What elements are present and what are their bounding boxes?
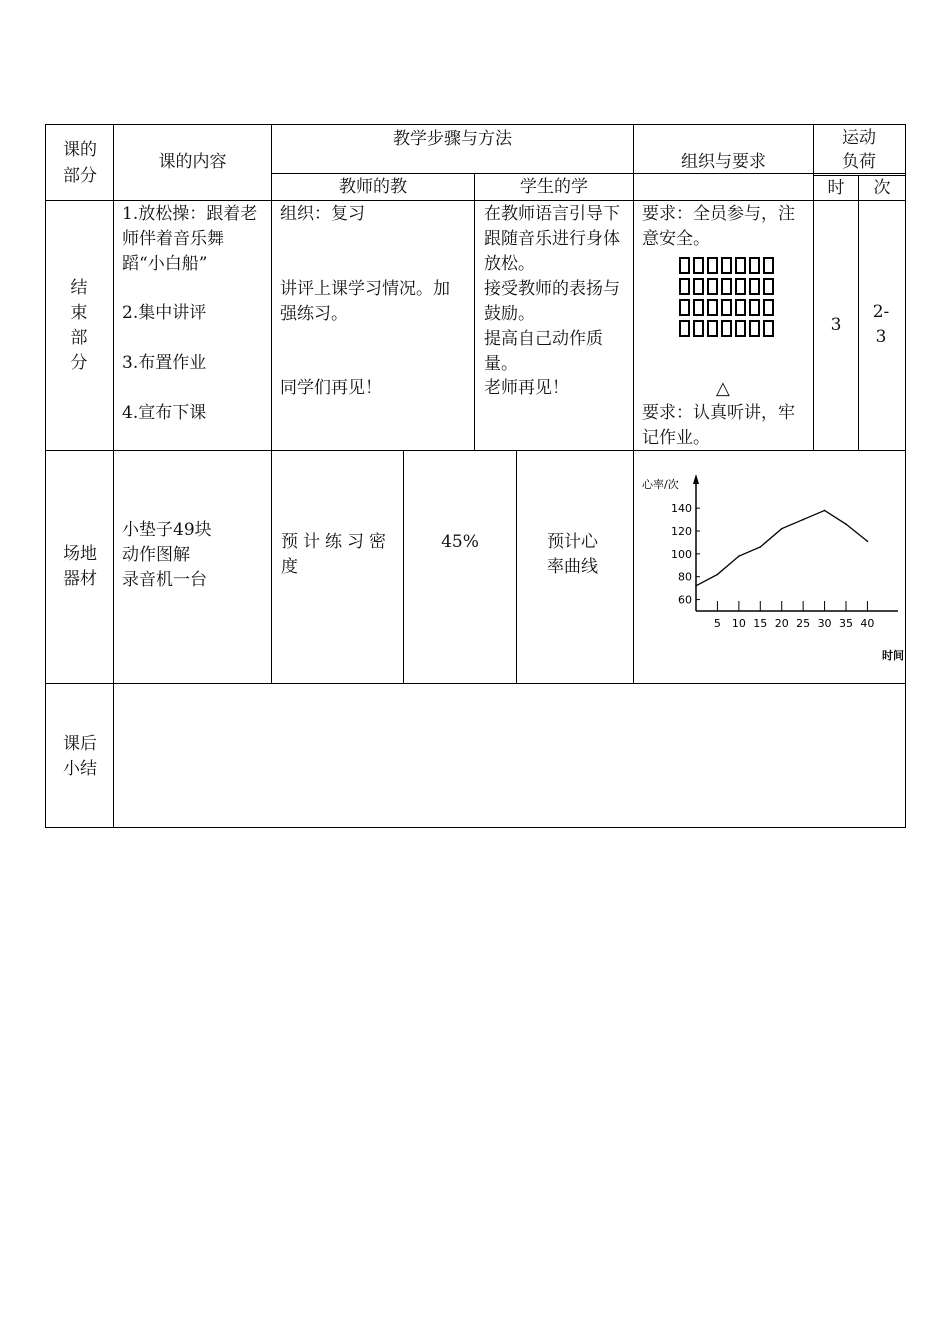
student-mark — [679, 299, 690, 316]
header-time: 时 — [827, 177, 845, 198]
student-item: 提高自己动作质量。 — [484, 329, 603, 374]
header-teacher: 教师的教 — [339, 177, 407, 197]
content-item: 2.集中讲评 — [122, 303, 207, 323]
teacher-position-marker: △ — [716, 378, 730, 399]
student-mark — [721, 278, 732, 295]
org-requirement-1: 要求：全员参与，注意安全。 — [642, 204, 795, 249]
student-mark — [735, 278, 746, 295]
student-mark — [707, 257, 718, 274]
x-axis-label: 时间 — [882, 649, 904, 662]
student-mark — [749, 257, 760, 274]
student-formation — [679, 257, 775, 341]
x-tick-label: 5 — [713, 617, 721, 630]
x-tick-label: 10 — [731, 617, 746, 630]
end-part-label: 结束部分 — [70, 278, 88, 373]
formation-row — [679, 299, 775, 316]
summary-content — [122, 690, 897, 820]
heart-rate-point — [824, 510, 826, 512]
student-mark — [707, 278, 718, 295]
summary-part-label: 课后小结 — [63, 734, 97, 779]
load-time: 3 — [830, 315, 842, 335]
formation-row — [679, 278, 775, 295]
teacher-item: 讲评上课学习情况。加强练习。 — [280, 279, 450, 324]
heart-rate-line — [696, 510, 867, 585]
student-mark — [763, 320, 774, 337]
student-mark — [693, 278, 704, 295]
y-axis-arrow — [693, 474, 699, 484]
student-mark — [707, 320, 718, 337]
student-item: 在教师语言引导下跟随音乐进行身体放松。 — [484, 204, 620, 274]
heart-rate-point — [738, 555, 740, 557]
heart-rate-chart — [640, 466, 904, 666]
density-label: 预计练习密度 — [281, 532, 391, 577]
heart-rate-point — [802, 519, 804, 521]
student-item: 老师再见！ — [484, 378, 569, 398]
student-mark — [749, 278, 760, 295]
student-mark — [693, 299, 704, 316]
header-content: 课的内容 — [158, 151, 227, 172]
student-mark — [693, 320, 704, 337]
y-tick-label: 140 — [671, 502, 692, 516]
teacher-item: 组织：复习 — [280, 204, 365, 224]
org-requirement-2: 要求：认真听讲，牢记作业。 — [642, 403, 795, 448]
student-mark — [763, 278, 774, 295]
student-mark — [679, 257, 690, 274]
heart-rate-point — [867, 540, 869, 542]
student-mark — [735, 257, 746, 274]
student-item: 接受教师的表扬与鼓励。 — [484, 279, 620, 324]
heart-rate-point — [781, 528, 783, 530]
x-tick-label: 40 — [860, 617, 875, 630]
student-mark — [749, 299, 760, 316]
student-mark — [749, 320, 760, 337]
x-tick-label: 30 — [817, 617, 832, 630]
equipment-item: 小垫子49块 — [122, 520, 212, 540]
student-mark — [679, 278, 690, 295]
x-tick-label: 20 — [774, 617, 789, 630]
content-item: 1.放松操：跟着老师伴着音乐舞蹈“小白船” — [122, 204, 258, 274]
equipment-item: 录音机一台 — [122, 570, 207, 590]
density-value: 45% — [441, 532, 479, 552]
y-tick-label: 120 — [671, 525, 692, 538]
equipment-item: 动作图解 — [122, 545, 190, 565]
header-count: 次 — [873, 177, 891, 198]
student-mark — [721, 257, 732, 274]
student-mark — [735, 320, 746, 337]
header-steps: 教学步骤与方法 — [393, 128, 512, 149]
header-student: 学生的学 — [520, 177, 588, 197]
header-part: 课的部分 — [63, 140, 97, 186]
student-mark — [735, 299, 746, 316]
formation-row — [679, 320, 775, 337]
y-axis-label: 心率/次 — [642, 478, 679, 491]
x-tick-label: 35 — [839, 617, 853, 630]
student-mark — [721, 320, 732, 337]
heart-rate-point — [695, 585, 697, 587]
x-tick-label: 15 — [753, 617, 768, 630]
content-item: 3.布置作业 — [122, 353, 207, 373]
heart-rate-point — [759, 546, 761, 548]
heart-rate-label: 预计心率曲线 — [547, 532, 598, 577]
teacher-item: 同学们再见！ — [280, 378, 382, 398]
heart-rate-point — [717, 574, 719, 576]
y-tick-label: 100 — [671, 547, 692, 561]
y-tick-label: 80 — [678, 570, 692, 584]
x-tick-label: 25 — [796, 617, 811, 630]
student-mark — [763, 299, 774, 316]
student-mark — [707, 299, 718, 316]
student-mark — [763, 257, 774, 274]
student-mark — [693, 257, 704, 274]
student-mark — [679, 320, 690, 337]
header-load: 运动负荷 — [842, 128, 876, 172]
header-organization: 组织与要求 — [681, 151, 766, 172]
load-count: 2-3 — [872, 302, 890, 347]
content-item: 4.宣布下课 — [122, 403, 207, 423]
formation-row — [679, 257, 775, 274]
venue-part-label: 场地器材 — [63, 544, 97, 589]
student-mark — [721, 299, 732, 316]
heart-rate-point — [845, 523, 847, 525]
y-tick-label: 60 — [678, 593, 692, 607]
